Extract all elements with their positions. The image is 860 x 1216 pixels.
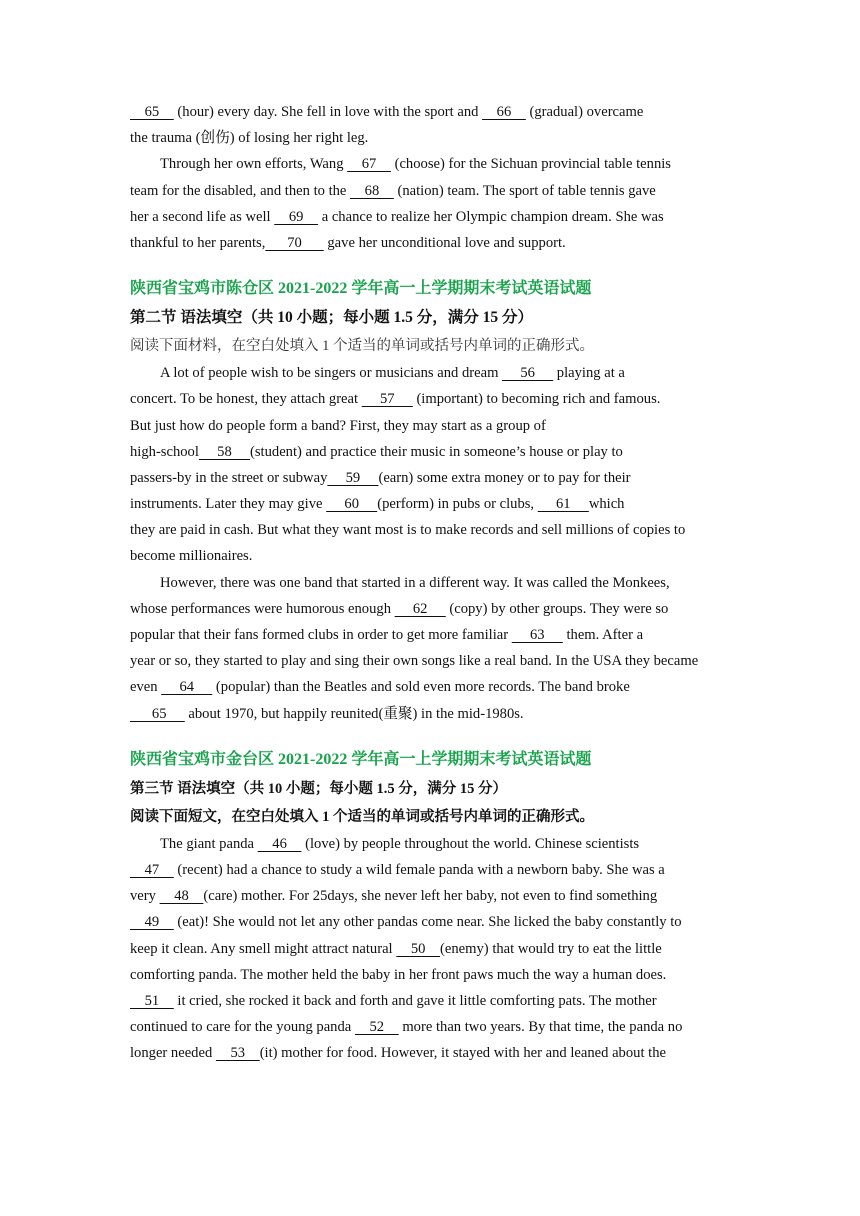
text-line [130,413,730,439]
answer-blank: 70 [265,234,324,251]
text-line [130,543,730,569]
text-line [130,988,730,1014]
passage-text: the trauma (创伤) of losing her right leg. [130,130,369,147]
text-line [130,909,730,935]
passage-text: which [588,496,625,513]
passage-text: team for the disabled, and then to the [130,182,351,199]
text-line [130,360,730,386]
passage-text: (love) by people throughout the world. Chinese scientists [301,835,640,852]
answer-blank: 63 [511,627,563,643]
passage-text: passers-by in the street or subway [130,469,328,486]
text-line [130,386,730,412]
section-subtitle: 第二节 语法填空（共 10 小题；每小题 1.5 分，满分 15 分） [130,309,534,327]
text-line [130,857,730,883]
passage-text: year or so, they started to play and sing their own songs like a real band. In the USA they became [130,653,699,670]
text-line [130,517,730,543]
answer-blank: 62 [394,600,446,617]
instructions: 阅读下面材料，在空白处填入 1 个适当的单词或括号内单词的正确形式。 [130,338,594,355]
passage-text: longer needed [130,1045,216,1062]
passage-text: (popular) than the Beatles and sold even more records. The band broke [212,679,630,696]
answer-blank: 67 [347,156,391,173]
text-line [130,1040,730,1066]
passage-text: (hour) every day. She fell in love with the sport and [173,104,483,120]
text-line [130,178,730,204]
document-page [130,99,730,1066]
answer-blank: 68 [350,182,394,199]
passage-text: (gradual) overcame [525,104,644,120]
answer-blank: 65 [130,705,185,722]
text-line [130,962,730,988]
passage-text: (recent) had a chance to study a wild female panda with a newborn baby. She was a [173,861,665,878]
text-line [130,465,730,491]
passage-text: (earn) some extra money or to pay for their [378,469,631,486]
answer-blank: 58 [198,443,250,460]
passage-text: thankful to her parents, [130,234,266,251]
passage-text: whose performances were humorous enough [130,600,395,617]
text-line [130,883,730,909]
text-line [130,1014,730,1040]
exam-section [130,274,730,727]
text-line [130,491,730,517]
passage-text: it cried, she rocked it back and forth and gave it little comforting pats. The mother [173,992,657,1009]
passage-text: playing at a [553,365,625,382]
passage-text: instruments. Later they may give [130,496,327,513]
passage-text: (important) to becoming rich and famous. [412,391,661,408]
passage-text: concert. To be honest, they attach great [130,391,362,408]
text-line [130,570,730,596]
answer-blank: 47 [130,861,174,878]
answer-blank: 53 [215,1045,260,1062]
answer-blank: 57 [361,391,413,408]
answer-blank: 61 [537,496,589,513]
passage-text: (it) mother for food. However, it stayed with her and leaned about the [259,1045,666,1062]
instructions: 阅读下面短文，在空白处填入 1 个适当的单词或括号内单词的正确形式。 [130,808,594,825]
text-line [130,204,730,230]
passage-text: keep it clean. Any smell might attract natural [130,940,397,957]
passage-text: a chance to realize her Olympic champion dream. She was [318,208,664,225]
passage-text: (student) and practice their music in someone’s house or play to [250,443,623,460]
passage-text: (perform) in pubs or clubs, [377,496,538,513]
passage-text: However, there was one band that started in a different way. It was called the Monkees, [160,574,670,591]
passage-text: (choose) for the Sichuan provincial table tennis [390,156,671,173]
exam-section [130,745,730,1067]
answer-blank: 65 [130,104,174,120]
text-line [130,99,730,125]
passage-text: (nation) team. The sport of table tennis gave [393,182,656,199]
answer-blank: 66 [482,104,526,120]
answer-blank: 46 [257,835,302,852]
passage-text: (eat)! She would not let any other pandas come near. She licked the baby constantly to [173,914,682,931]
text-line [130,622,730,648]
passage-text: they are paid in cash. But what they want most is to make records and sell millions of copies to [130,522,686,539]
text-line [130,674,730,700]
exam-section [130,99,730,256]
text-line [130,648,730,674]
answer-blank: 69 [274,208,319,225]
passage-text: But just how do people form a band? First, they may start as a group of [130,417,546,434]
passage-text: popular that their fans formed clubs in order to get more familiar [130,627,512,643]
passage-text: comforting panda. The mother held the baby in her front paws much the way a human does. [130,966,667,983]
text-line [130,125,730,151]
passage-text: very [130,888,160,905]
passage-text: her a second life as well [130,208,275,225]
exam-title: 陕西省宝鸡市陈仓区 2021-2022 学年高一上学期期末考试英语试题 [130,280,592,298]
passage-text: A lot of people wish to be singers or musicians and dream [160,365,503,382]
passage-text: Through her own efforts, Wang [160,156,348,173]
text-line [130,936,730,962]
passage-text: gave her unconditional love and support. [323,234,566,251]
answer-blank: 59 [327,469,379,486]
exam-title: 陕西省宝鸡市金台区 2021-2022 学年高一上学期期末考试英语试题 [130,750,592,768]
answer-blank: 51 [130,992,174,1009]
text-line [130,439,730,465]
text-line [130,230,730,256]
passage-text: The giant panda [160,835,258,852]
section-subtitle: 第三节 语法填空（共 10 小题；每小题 1.5 分，满分 15 分） [130,780,507,797]
text-line [130,701,730,727]
passage-text: more than two years. By that time, the panda no [398,1019,683,1036]
passage-text: (enemy) that would try to eat the little [440,940,662,957]
text-line [130,831,730,857]
passage-text: even [130,679,162,696]
passage-text: (care) mother. For 25days, she never left her baby, not even to find something [203,888,658,905]
passage-text: about 1970, but happily reunited(重聚) in the mid-1980s. [184,705,524,722]
passage-text: become millionaires. [130,548,253,565]
answer-blank: 50 [396,940,441,957]
answer-blank: 60 [326,496,378,513]
answer-blank: 49 [130,914,174,931]
answer-blank: 64 [161,679,213,696]
text-line [130,596,730,622]
answer-blank: 52 [354,1019,399,1036]
passage-text: high-school [130,443,199,460]
passage-text: them. After a [562,627,644,643]
passage-text: (copy) by other groups. They were so [445,600,669,617]
answer-blank: 56 [502,365,554,382]
text-line [130,151,730,177]
answer-blank: 48 [159,888,204,905]
passage-text: continued to care for the young panda [130,1019,355,1036]
